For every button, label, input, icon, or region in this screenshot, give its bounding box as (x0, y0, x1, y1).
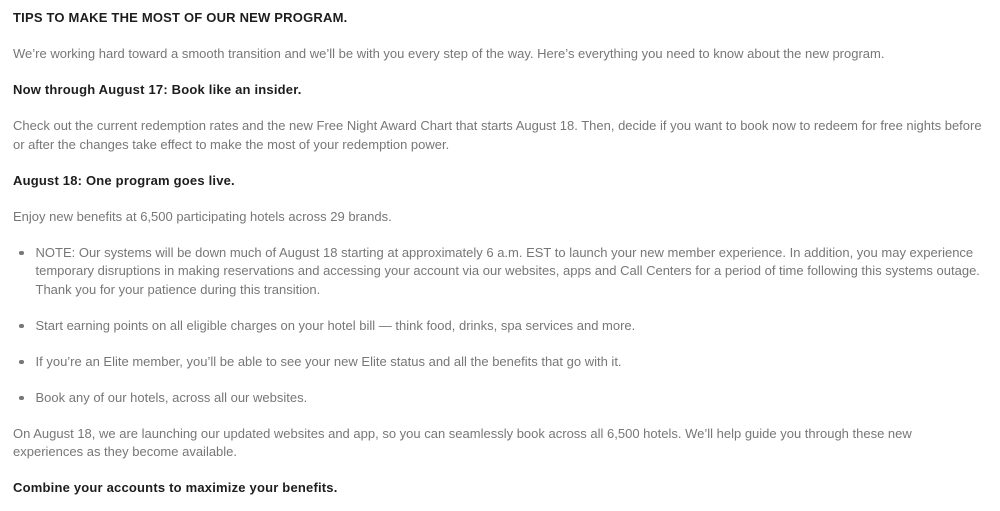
bullet-text-elite-status: If you’re an Elite member, you’ll be able to see your new Elite status and all the benefits that go with it. (35, 353, 622, 369)
benefits-bullet-list (13, 244, 985, 408)
bullet-icon (19, 396, 24, 401)
bullet-item-elite-status (17, 353, 985, 372)
heading-program-goes-live: August 18: One program goes live. (13, 172, 235, 188)
bullet-text-systems-note: NOTE: Our systems will be down much of August 18 starting at approximately 6 a.m. EST to launch your new member experience. In addition, you may experience temporary disruptions in making reservations and accessing your account via our websites, apps and Call Centers for a period of time following this systems outage. Thank you for your patience during this transition. (35, 244, 980, 297)
paragraph-book-like-insider: Check out the current redemption rates and the new Free Night Award Chart that starts August 18. Then, decide if you want to book now to redeem for free nights before or after the changes take effect to make the most of your redemption power. (13, 118, 982, 152)
intro-paragraph: We’re working hard toward a smooth transition and we’ll be with you every step of the way. Here’s everything you need to know about the new program. (13, 46, 885, 61)
bullet-item-systems-note (17, 244, 985, 300)
bullet-icon (19, 360, 24, 365)
bullet-icon (19, 251, 24, 256)
paragraph-program-goes-live: Enjoy new benefits at 6,500 participating hotels across 29 brands. (13, 208, 392, 224)
paragraph-updated-websites: On August 18, we are launching our updated websites and app, so you can seamlessly book across all 6,500 hotels. We’ll help guide you through these new experiences as they become available. (13, 425, 912, 459)
bullet-item-earning-points (17, 317, 985, 336)
bullet-icon (19, 324, 24, 329)
heading-book-like-insider: Now through August 17: Book like an insider. (13, 82, 302, 97)
main-heading: TIPS TO MAKE THE MOST OF OUR NEW PROGRAM. (13, 10, 348, 25)
bullet-item-book-hotels (17, 389, 985, 408)
heading-combine-accounts: Combine your accounts to maximize your benefits. (13, 480, 338, 495)
bullet-text-book-hotels: Book any of our hotels, across all our websites. (35, 389, 308, 405)
bullet-text-earning-points: Start earning points on all eligible charges on your hotel bill — think food, drinks, spa services and more. (35, 317, 636, 333)
